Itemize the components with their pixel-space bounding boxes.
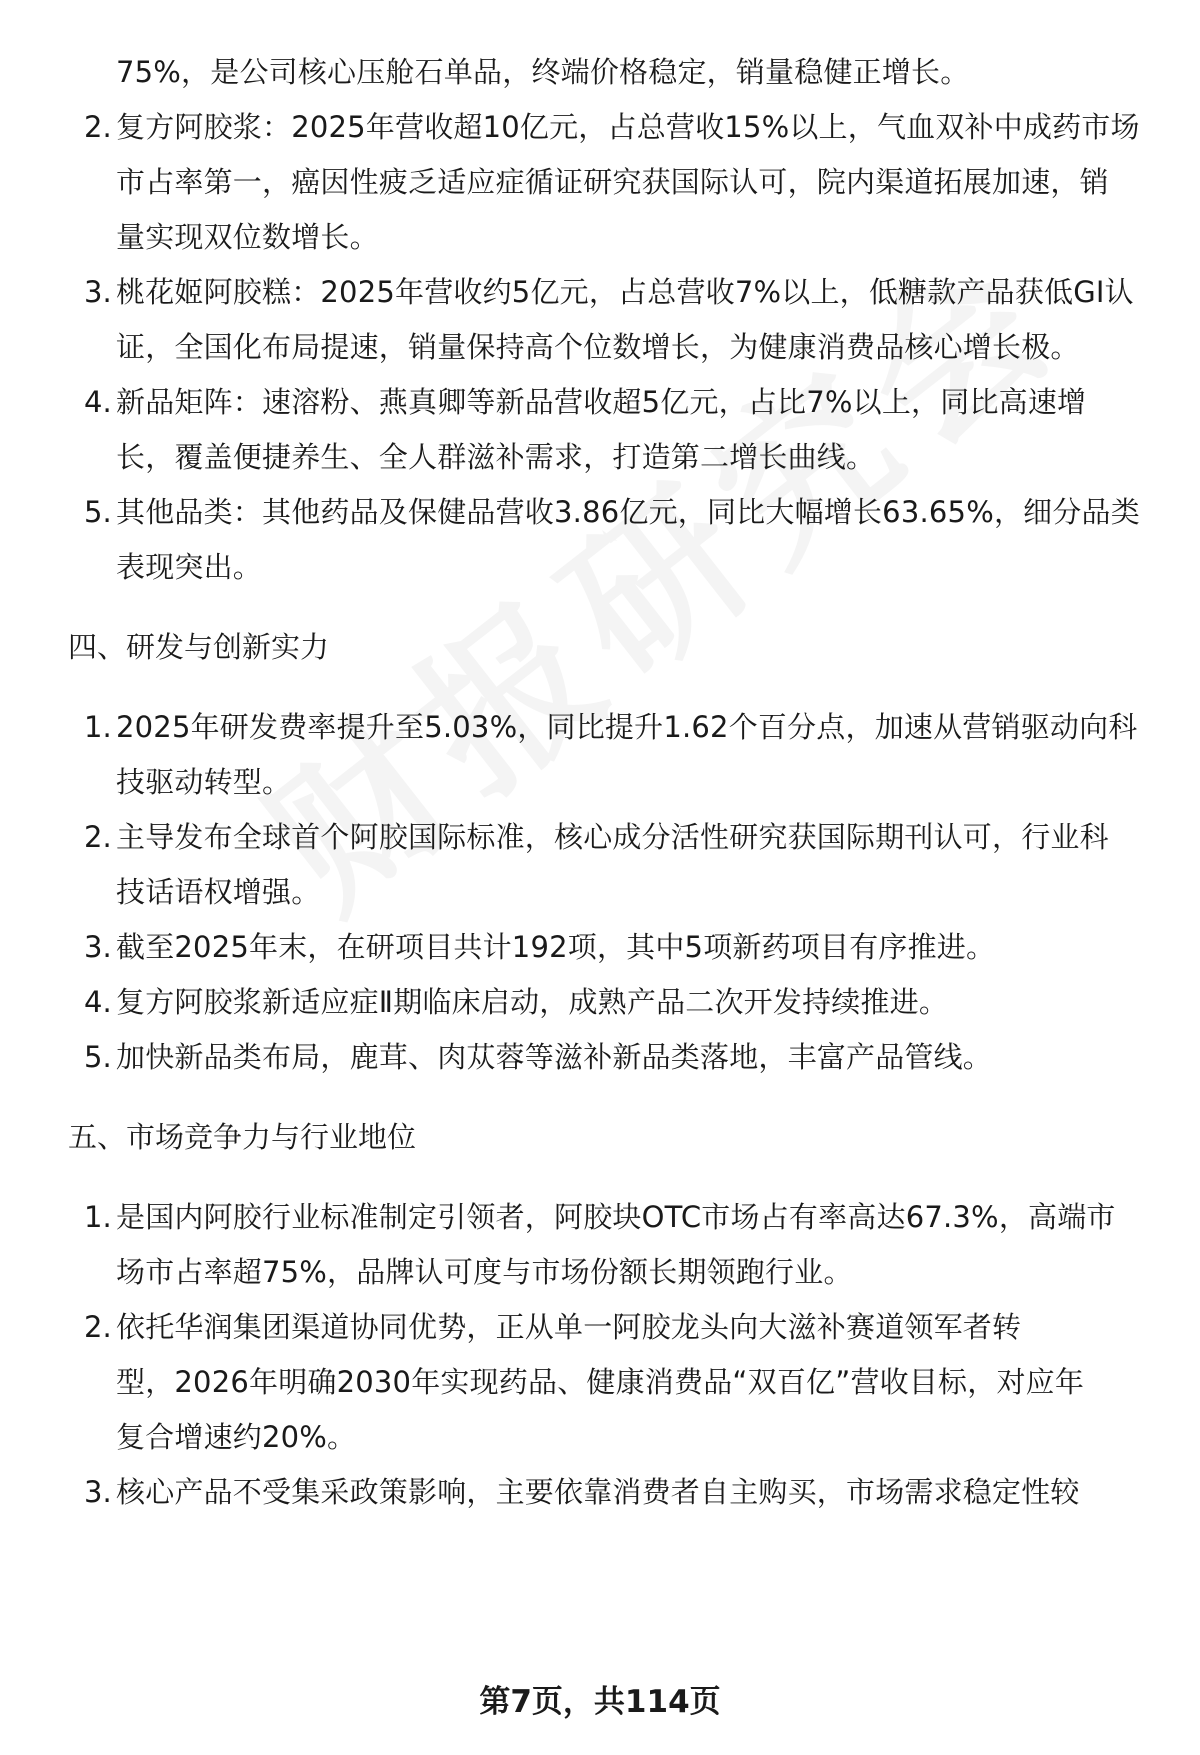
list-number: 1.	[84, 1200, 112, 1234]
list-item-line: 技话语权增强。	[116, 875, 321, 909]
list-number: 3.	[84, 275, 112, 309]
list-item-line: 型，2026年明确2030年实现药品、健康消费品“双百亿”营收目标，对应年	[116, 1365, 1085, 1399]
list-item-line: 场市占率超75%，品牌认可度与市场份额长期领跑行业。	[116, 1255, 853, 1289]
list-number: 3.	[84, 1475, 112, 1509]
list-item-line: 量实现双位数增长。	[116, 220, 379, 254]
list-number: 1.	[84, 710, 112, 744]
list-number: 4.	[84, 985, 112, 1019]
list-number: 2.	[84, 820, 112, 854]
page-footer: 第7页，共114页	[479, 1684, 721, 1720]
list-item-line: 桃花姬阿胶糕：2025年营收约5亿元，占总营收7%以上，低糖款产品获低GI认	[116, 275, 1134, 309]
list-number: 3.	[84, 930, 112, 964]
list-number: 5.	[84, 1040, 112, 1074]
intro-line: 75%，是公司核心压舱石单品，终端价格稳定，销量稳健正增长。	[116, 55, 970, 89]
list-number: 2.	[84, 110, 112, 144]
section-heading: 五、市场竞争力与行业地位	[68, 1120, 417, 1154]
list-item-line: 市占率第一，癌因性疲乏适应症循证研究获国际认可，院内渠道拓展加速，销	[116, 165, 1109, 199]
list-item-line: 技驱动转型。	[116, 765, 292, 799]
list-item-line: 加快新品类布局，鹿茸、肉苁蓉等滋补新品类落地，丰富产品管线。	[116, 1040, 993, 1074]
list-item-line: 2025年研发费率提升至5.03%，同比提升1.62个百分点，加速从营销驱动向科	[116, 710, 1138, 744]
list-item-line: 是国内阿胶行业标准制定引领者，阿胶块OTC市场占有率高达67.3%，高端市	[116, 1200, 1116, 1234]
list-item-line: 复合增速约20%。	[116, 1420, 357, 1454]
list-item-line: 复方阿胶浆：2025年营收超10亿元，占总营收15%以上，气血双补中成药市场	[116, 110, 1140, 144]
list-item-line: 截至2025年末，在研项目共计192项，其中5项新药项目有序推进。	[116, 930, 996, 964]
list-item-line: 依托华润集团渠道协同优势，正从单一阿胶龙头向大滋补赛道领军者转	[116, 1310, 1022, 1344]
list-item-line: 长，覆盖便捷养生、全人群滋补需求，打造第二增长曲线。	[116, 440, 876, 474]
list-item-line: 表现突出。	[116, 550, 263, 584]
list-item-line: 证，全国化布局提速，销量保持高个位数增长，为健康消费品核心增长极。	[116, 330, 1080, 364]
list-item-line: 复方阿胶浆新适应症Ⅱ期临床启动，成熟产品二次开发持续推进。	[116, 985, 949, 1019]
section-heading: 四、研发与创新实力	[68, 630, 330, 664]
list-item-line: 主导发布全球首个阿胶国际标准，核心成分活性研究获国际期刊认可，行业科	[116, 820, 1109, 854]
list-number: 4.	[84, 385, 112, 419]
list-item-line: 核心产品不受集采政策影响，主要依靠消费者自主购买，市场需求稳定性较	[116, 1475, 1080, 1509]
list-item-line: 其他品类：其他药品及保健品营收3.86亿元，同比大幅增长63.65%，细分品类	[116, 495, 1140, 529]
list-number: 5.	[84, 495, 112, 529]
list-number: 2.	[84, 1310, 112, 1344]
list-item-line: 新品矩阵：速溶粉、燕真卿等新品营收超5亿元，占比7%以上，同比高速增	[116, 385, 1087, 419]
